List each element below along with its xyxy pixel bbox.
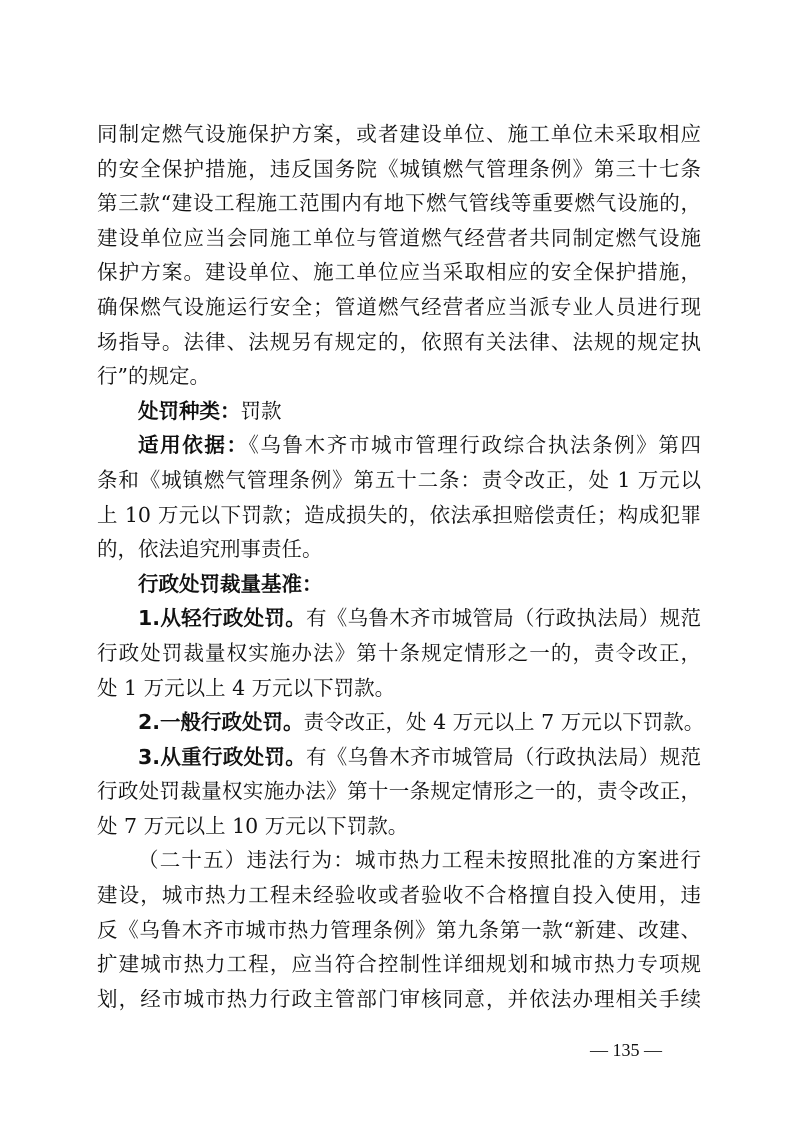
text-line: 保护方案。建设单位、施工单位应当采取相应的安全保护措施， [97,260,701,285]
text-line: 建设单位应当会同施工单位与管道燃气经营者共同制定燃气设施 [97,225,701,250]
text-line: 第三款“建设工程施工范围内有地下燃气管线等重要燃气设施的， [97,191,701,216]
item3-text: 有《乌鲁木齐市城管局（行政执法局）规范 [306,744,701,769]
basis-text: 《乌鲁木齐市城市管理行政综合执法条例》第四 [248,433,702,458]
text-line: 建设，城市热力工程未经验收或者验收不合格擅自投入使用，违 [97,883,701,908]
standard-heading: 行政处罚裁量基准： [138,571,323,596]
text-line: 反《乌鲁木齐市城市热力管理条例》第九条第一款“新建、改建、 [97,917,701,942]
text-line: 同制定燃气设施保护方案，或者建设单位、施工单位未采取相应 [97,122,701,146]
text-line: 处 7 万元以上 10 万元以下罚款。 [97,813,409,838]
page-number: — 135 — [590,1040,662,1060]
text-line: 行政处罚裁量权实施办法》第十条规定情形之一的，责令改正， [97,640,701,665]
text-line: 处 1 万元以上 4 万元以下罚款。 [97,675,396,700]
text-line: 场指导。法律、法规另有规定的，依照有关法律、法规的规定执 [97,329,701,354]
item3-line [97,740,701,775]
item2-text: 责令改正，处 4 万元以上 7 万元以下罚款。 [303,710,705,735]
text-line: （二十五）违法行为：城市热力工程未按照批准的方案进行 [138,848,701,873]
text-line: 扩建城市热力工程，应当符合控制性详细规划和城市热力专项规 [97,952,701,977]
item1-label: 1.从轻行政处罚。 [138,606,306,631]
text-line: 确保燃气设施运行安全；管道燃气经营者应当派专业人员进行现 [97,294,701,319]
text-line: 的，依法追究刑事责任。 [97,537,323,562]
item1-line [97,601,701,636]
item2-label: 2.一般行政处罚。 [138,710,304,735]
text-line: 的安全保护措施，违反国务院《城镇燃气管理条例》第三十七条 [97,156,701,181]
text-line: 划，经市城市热力行政主管部门审核同意，并依法办理相关手续 [97,986,701,1011]
item2-line [97,705,705,740]
basis-line [97,428,701,463]
text-line: 条和《城镇燃气管理条例》第五十二条：责令改正，处 1 万元以 [97,467,701,492]
penalty-type-value: 罚款 [240,398,282,423]
text-line: 行政处罚裁量权实施办法》第十一条规定情形之一的，责令改正， [97,779,701,804]
text-line: 行”的规定。 [97,364,210,389]
item3-label: 3.从重行政处罚。 [138,744,306,769]
penalty-type-label: 处罚种类： [138,398,241,423]
text-line: 上 10 万元以下罚款；造成损失的，依法承担赔偿责任；构成犯罪 [97,502,701,527]
penalty-type [97,394,701,429]
basis-label: 适用依据： [138,433,249,458]
item1-text: 有《乌鲁木齐市城管局（行政执法局）规范 [306,606,701,631]
page-body [97,117,705,1016]
